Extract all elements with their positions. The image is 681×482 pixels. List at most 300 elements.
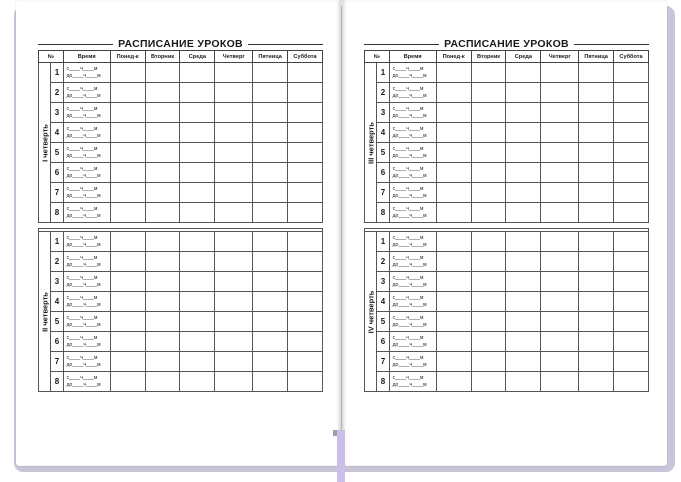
lesson-row: [365, 63, 649, 83]
subject-cell[interactable]: [253, 372, 288, 392]
subject-cell[interactable]: [215, 163, 253, 183]
lesson-row: [39, 332, 323, 352]
lesson-time-field[interactable]: [63, 183, 110, 203]
time-to-line: до____ч____м: [66, 192, 101, 199]
subject-cell[interactable]: [110, 312, 145, 332]
subject-cell[interactable]: [471, 183, 506, 203]
time-from-line: с____ч____м: [392, 314, 424, 321]
time-to-line: до____ч____м: [66, 72, 101, 79]
lesson-number: 1: [377, 63, 389, 83]
lesson-number: 1: [51, 63, 63, 83]
subject-cell[interactable]: [253, 63, 288, 83]
subject-cell[interactable]: [506, 312, 541, 332]
lesson-time-field[interactable]: [389, 63, 436, 83]
subject-cell[interactable]: [180, 272, 215, 292]
subject-cell[interactable]: [436, 103, 471, 123]
lesson-time-field[interactable]: [389, 252, 436, 272]
subject-cell[interactable]: [253, 203, 288, 223]
subject-cell[interactable]: [471, 372, 506, 392]
lesson-time-field[interactable]: [389, 163, 436, 183]
subject-cell[interactable]: [579, 352, 614, 372]
subject-cell[interactable]: [110, 203, 145, 223]
subject-cell[interactable]: [145, 252, 180, 272]
subject-cell[interactable]: [541, 292, 579, 312]
time-to-line: до____ч____м: [392, 192, 427, 199]
subject-cell[interactable]: [288, 183, 323, 203]
lesson-time-field[interactable]: [63, 123, 110, 143]
subject-cell[interactable]: [253, 163, 288, 183]
left-page: [16, 0, 341, 466]
subject-cell[interactable]: [215, 292, 253, 312]
subject-cell[interactable]: [110, 83, 145, 103]
subject-cell[interactable]: [145, 332, 180, 352]
subject-cell[interactable]: [288, 63, 323, 83]
time-from-line: с____ч____м: [392, 165, 424, 172]
lesson-row: [365, 103, 649, 123]
subject-cell[interactable]: [614, 252, 649, 272]
schedule-table-right: [364, 50, 649, 392]
subject-cell[interactable]: [471, 123, 506, 143]
lesson-number: 1: [51, 232, 63, 252]
subject-cell[interactable]: [180, 163, 215, 183]
subject-cell[interactable]: [110, 252, 145, 272]
subject-cell[interactable]: [471, 103, 506, 123]
column-header: Пятница: [253, 51, 288, 63]
lesson-time-field[interactable]: [63, 103, 110, 123]
lesson-row: [39, 372, 323, 392]
lesson-number: 5: [51, 143, 63, 163]
subject-cell[interactable]: [436, 143, 471, 163]
subject-cell[interactable]: [471, 332, 506, 352]
subject-cell[interactable]: [215, 372, 253, 392]
subject-cell[interactable]: [215, 232, 253, 252]
subject-cell[interactable]: [541, 272, 579, 292]
subject-cell[interactable]: [579, 372, 614, 392]
subject-cell[interactable]: [145, 292, 180, 312]
time-to-line: до____ч____м: [392, 241, 427, 248]
subject-cell[interactable]: [506, 232, 541, 252]
subject-cell[interactable]: [506, 203, 541, 223]
subject-cell[interactable]: [436, 163, 471, 183]
lesson-number: 3: [51, 272, 63, 292]
subject-cell[interactable]: [436, 83, 471, 103]
subject-cell[interactable]: [145, 312, 180, 332]
column-header: Четверг: [215, 51, 253, 63]
subject-cell[interactable]: [215, 123, 253, 143]
lesson-row: [39, 352, 323, 372]
subject-cell[interactable]: [215, 332, 253, 352]
subject-cell[interactable]: [436, 272, 471, 292]
subject-cell[interactable]: [145, 352, 180, 372]
subject-cell[interactable]: [288, 203, 323, 223]
column-header: Пятница: [579, 51, 614, 63]
subject-cell[interactable]: [506, 183, 541, 203]
subject-cell[interactable]: [253, 252, 288, 272]
lesson-row: [39, 123, 323, 143]
lesson-time-field[interactable]: [389, 352, 436, 372]
subject-cell[interactable]: [145, 232, 180, 252]
subject-cell[interactable]: [145, 123, 180, 143]
subject-cell[interactable]: [506, 123, 541, 143]
subject-cell[interactable]: [506, 252, 541, 272]
subject-cell[interactable]: [471, 63, 506, 83]
subject-cell[interactable]: [614, 83, 649, 103]
time-to-line: до____ч____м: [392, 152, 427, 159]
subject-cell[interactable]: [110, 332, 145, 352]
subject-cell[interactable]: [541, 103, 579, 123]
subject-cell[interactable]: [180, 232, 215, 252]
subject-cell[interactable]: [614, 183, 649, 203]
subject-cell[interactable]: [541, 252, 579, 272]
subject-cell[interactable]: [145, 143, 180, 163]
subject-cell[interactable]: [215, 252, 253, 272]
lesson-time-field[interactable]: [63, 203, 110, 223]
lesson-time-field[interactable]: [63, 312, 110, 332]
subject-cell[interactable]: [614, 203, 649, 223]
lesson-time-field[interactable]: [389, 332, 436, 352]
subject-cell[interactable]: [579, 232, 614, 252]
subject-cell[interactable]: [541, 332, 579, 352]
time-from-line: с____ч____м: [66, 165, 98, 172]
column-header: Вторник: [471, 51, 506, 63]
subject-cell[interactable]: [215, 143, 253, 163]
subject-cell[interactable]: [110, 123, 145, 143]
subject-cell[interactable]: [471, 163, 506, 183]
subject-cell[interactable]: [145, 183, 180, 203]
time-from-line: с____ч____м: [392, 145, 424, 152]
subject-cell[interactable]: [614, 232, 649, 252]
subject-cell[interactable]: [288, 272, 323, 292]
subject-cell[interactable]: [110, 143, 145, 163]
subject-cell[interactable]: [614, 292, 649, 312]
subject-cell[interactable]: [506, 143, 541, 163]
subject-cell[interactable]: [253, 183, 288, 203]
lesson-time-field[interactable]: [389, 232, 436, 252]
time-from-line: с____ч____м: [392, 65, 424, 72]
subject-cell[interactable]: [579, 143, 614, 163]
subject-cell[interactable]: [541, 203, 579, 223]
lesson-time-field[interactable]: [389, 143, 436, 163]
column-header: Среда: [506, 51, 541, 63]
subject-cell[interactable]: [145, 103, 180, 123]
subject-cell[interactable]: [436, 232, 471, 252]
lesson-time-field[interactable]: [389, 292, 436, 312]
quarter-label: IV четверть: [366, 290, 376, 333]
subject-cell[interactable]: [579, 292, 614, 312]
subject-cell[interactable]: [436, 352, 471, 372]
subject-cell[interactable]: [436, 63, 471, 83]
subject-cell[interactable]: [541, 63, 579, 83]
lesson-number: 6: [51, 163, 63, 183]
subject-cell[interactable]: [288, 292, 323, 312]
subject-cell[interactable]: [180, 203, 215, 223]
lesson-time-field[interactable]: [63, 143, 110, 163]
subject-cell[interactable]: [288, 163, 323, 183]
subject-cell[interactable]: [110, 183, 145, 203]
subject-cell[interactable]: [506, 332, 541, 352]
subject-cell[interactable]: [614, 332, 649, 352]
subject-cell[interactable]: [145, 63, 180, 83]
time-from-line: с____ч____м: [66, 374, 98, 381]
subject-cell[interactable]: [541, 143, 579, 163]
lesson-row: [365, 232, 649, 252]
subject-cell[interactable]: [145, 272, 180, 292]
lesson-time-field[interactable]: [63, 272, 110, 292]
subject-cell[interactable]: [506, 352, 541, 372]
subject-cell[interactable]: [436, 332, 471, 352]
lesson-row: [365, 272, 649, 292]
lesson-row: [39, 292, 323, 312]
lesson-number: 2: [377, 83, 389, 103]
lesson-row: [39, 312, 323, 332]
subject-cell[interactable]: [436, 183, 471, 203]
time-from-line: с____ч____м: [66, 185, 98, 192]
lesson-row: [365, 372, 649, 392]
lesson-row: [365, 83, 649, 103]
subject-cell[interactable]: [579, 83, 614, 103]
subject-cell[interactable]: [541, 312, 579, 332]
subject-cell[interactable]: [579, 123, 614, 143]
subject-cell[interactable]: [288, 232, 323, 252]
subject-cell[interactable]: [180, 123, 215, 143]
time-from-line: с____ч____м: [392, 205, 424, 212]
subject-cell[interactable]: [180, 103, 215, 123]
subject-cell[interactable]: [614, 372, 649, 392]
subject-cell[interactable]: [253, 292, 288, 312]
subject-cell[interactable]: [541, 183, 579, 203]
subject-cell[interactable]: [180, 312, 215, 332]
subject-cell[interactable]: [614, 163, 649, 183]
lesson-time-field[interactable]: [63, 63, 110, 83]
lesson-number: 7: [51, 183, 63, 203]
subject-cell[interactable]: [180, 352, 215, 372]
subject-cell[interactable]: [506, 292, 541, 312]
subject-cell[interactable]: [180, 63, 215, 83]
column-header: Понед-к: [436, 51, 471, 63]
lesson-time-field[interactable]: [389, 203, 436, 223]
subject-cell[interactable]: [180, 292, 215, 312]
subject-cell[interactable]: [506, 272, 541, 292]
subject-cell[interactable]: [288, 143, 323, 163]
lesson-time-field[interactable]: [63, 252, 110, 272]
subject-cell[interactable]: [215, 83, 253, 103]
subject-cell[interactable]: [180, 372, 215, 392]
subject-cell[interactable]: [614, 272, 649, 292]
subject-cell[interactable]: [215, 183, 253, 203]
subject-cell[interactable]: [180, 183, 215, 203]
subject-cell[interactable]: [288, 103, 323, 123]
subject-cell[interactable]: [541, 372, 579, 392]
subject-cell[interactable]: [110, 63, 145, 83]
subject-cell[interactable]: [180, 252, 215, 272]
subject-cell[interactable]: [506, 163, 541, 183]
subject-cell[interactable]: [145, 203, 180, 223]
subject-cell[interactable]: [541, 232, 579, 252]
subject-cell[interactable]: [436, 292, 471, 312]
subject-cell[interactable]: [253, 143, 288, 163]
time-from-line: с____ч____м: [66, 234, 98, 241]
subject-cell[interactable]: [288, 352, 323, 372]
time-to-line: до____ч____м: [66, 341, 101, 348]
subject-cell[interactable]: [471, 203, 506, 223]
page-title: РАСПИСАНИЕ УРОКОВ: [439, 38, 574, 50]
subject-cell[interactable]: [579, 163, 614, 183]
subject-cell[interactable]: [436, 123, 471, 143]
subject-cell[interactable]: [436, 372, 471, 392]
subject-cell[interactable]: [253, 123, 288, 143]
lesson-time-field[interactable]: [389, 83, 436, 103]
subject-cell[interactable]: [614, 312, 649, 332]
subject-cell[interactable]: [471, 312, 506, 332]
lesson-time-field[interactable]: [389, 123, 436, 143]
subject-cell[interactable]: [288, 312, 323, 332]
lesson-number: 2: [51, 83, 63, 103]
subject-cell[interactable]: [471, 352, 506, 372]
subject-cell[interactable]: [506, 103, 541, 123]
subject-cell[interactable]: [110, 232, 145, 252]
time-to-line: до____ч____м: [392, 72, 427, 79]
lesson-time-field[interactable]: [389, 312, 436, 332]
subject-cell[interactable]: [614, 103, 649, 123]
subject-cell[interactable]: [541, 123, 579, 143]
subject-cell[interactable]: [110, 352, 145, 372]
subject-cell[interactable]: [436, 312, 471, 332]
subject-cell[interactable]: [506, 372, 541, 392]
lesson-number: 2: [377, 252, 389, 272]
subject-cell[interactable]: [579, 272, 614, 292]
subject-cell[interactable]: [253, 103, 288, 123]
subject-cell[interactable]: [506, 63, 541, 83]
time-from-line: с____ч____м: [392, 185, 424, 192]
time-to-line: до____ч____м: [392, 281, 427, 288]
schedule-table-left: [38, 50, 323, 392]
time-to-line: до____ч____м: [392, 261, 427, 268]
lesson-row: [39, 272, 323, 292]
lesson-time-field[interactable]: [389, 103, 436, 123]
time-from-line: с____ч____м: [392, 234, 424, 241]
lesson-time-field[interactable]: [63, 232, 110, 252]
subject-cell[interactable]: [110, 292, 145, 312]
lesson-row: [39, 143, 323, 163]
time-to-line: до____ч____м: [66, 152, 101, 159]
lesson-row: [365, 203, 649, 223]
subject-cell[interactable]: [436, 252, 471, 272]
subject-cell[interactable]: [110, 272, 145, 292]
lesson-time-field[interactable]: [63, 352, 110, 372]
subject-cell[interactable]: [471, 272, 506, 292]
subject-cell[interactable]: [288, 83, 323, 103]
subject-cell[interactable]: [579, 312, 614, 332]
subject-cell[interactable]: [471, 232, 506, 252]
subject-cell[interactable]: [180, 83, 215, 103]
subject-cell[interactable]: [506, 83, 541, 103]
subject-cell[interactable]: [145, 83, 180, 103]
time-from-line: с____ч____м: [66, 314, 98, 321]
subject-cell[interactable]: [145, 163, 180, 183]
subject-cell[interactable]: [614, 63, 649, 83]
subject-cell[interactable]: [579, 183, 614, 203]
subject-cell[interactable]: [579, 252, 614, 272]
subject-cell[interactable]: [253, 232, 288, 252]
time-from-line: с____ч____м: [392, 125, 424, 132]
subject-cell[interactable]: [614, 123, 649, 143]
subject-cell[interactable]: [253, 83, 288, 103]
lesson-number: 7: [377, 183, 389, 203]
subject-cell[interactable]: [215, 312, 253, 332]
subject-cell[interactable]: [110, 372, 145, 392]
subject-cell[interactable]: [541, 352, 579, 372]
lesson-row: [365, 312, 649, 332]
subject-cell[interactable]: [471, 143, 506, 163]
subject-cell[interactable]: [180, 143, 215, 163]
subject-cell[interactable]: [253, 272, 288, 292]
time-to-line: до____ч____м: [66, 132, 101, 139]
right-page: [342, 0, 667, 466]
subject-cell[interactable]: [110, 103, 145, 123]
subject-cell[interactable]: [145, 372, 180, 392]
subject-cell[interactable]: [579, 103, 614, 123]
lesson-time-field[interactable]: [389, 272, 436, 292]
lesson-time-field[interactable]: [63, 163, 110, 183]
subject-cell[interactable]: [436, 203, 471, 223]
time-from-line: с____ч____м: [66, 205, 98, 212]
lesson-time-field[interactable]: [389, 372, 436, 392]
subject-cell[interactable]: [579, 203, 614, 223]
subject-cell[interactable]: [579, 332, 614, 352]
subject-cell[interactable]: [215, 63, 253, 83]
subject-cell[interactable]: [288, 332, 323, 352]
subject-cell[interactable]: [614, 352, 649, 372]
lesson-row: [39, 183, 323, 203]
subject-cell[interactable]: [253, 332, 288, 352]
subject-cell[interactable]: [288, 372, 323, 392]
lesson-number: 8: [377, 203, 389, 223]
subject-cell[interactable]: [180, 332, 215, 352]
time-to-line: до____ч____м: [66, 301, 101, 308]
lesson-number: 8: [51, 372, 63, 392]
subject-cell[interactable]: [215, 352, 253, 372]
subject-cell[interactable]: [253, 312, 288, 332]
subject-cell[interactable]: [215, 203, 253, 223]
subject-cell[interactable]: [541, 163, 579, 183]
lesson-time-field[interactable]: [63, 83, 110, 103]
lesson-number: 8: [51, 203, 63, 223]
time-from-line: с____ч____м: [392, 354, 424, 361]
subject-cell[interactable]: [215, 272, 253, 292]
subject-cell[interactable]: [471, 292, 506, 312]
subject-cell[interactable]: [471, 252, 506, 272]
lesson-time-field[interactable]: [63, 372, 110, 392]
quarter-label: III четверть: [366, 121, 376, 164]
subject-cell[interactable]: [614, 143, 649, 163]
time-to-line: до____ч____м: [66, 92, 101, 99]
subject-cell[interactable]: [288, 123, 323, 143]
time-from-line: с____ч____м: [392, 294, 424, 301]
subject-cell[interactable]: [110, 163, 145, 183]
lesson-time-field[interactable]: [389, 183, 436, 203]
subject-cell[interactable]: [471, 83, 506, 103]
subject-cell[interactable]: [288, 252, 323, 272]
subject-cell[interactable]: [215, 103, 253, 123]
lesson-time-field[interactable]: [63, 292, 110, 312]
subject-cell[interactable]: [541, 83, 579, 103]
lesson-number: 5: [51, 312, 63, 332]
lesson-time-field[interactable]: [63, 332, 110, 352]
subject-cell[interactable]: [579, 63, 614, 83]
time-to-line: до____ч____м: [392, 361, 427, 368]
quarter-label-cell: [39, 63, 51, 223]
subject-cell[interactable]: [253, 352, 288, 372]
